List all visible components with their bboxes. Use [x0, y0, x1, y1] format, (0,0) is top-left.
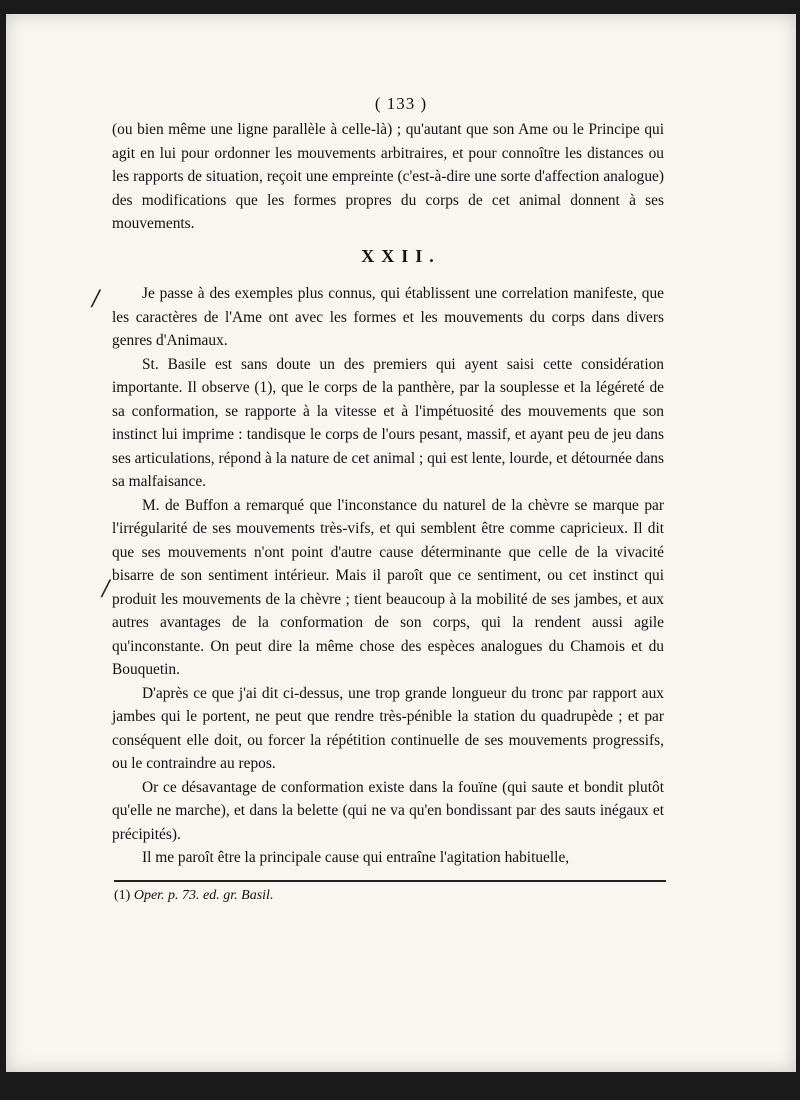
paragraph: Or ce désavantage de conformation existe dans la fouïne (qui saute et bondit plutôt qu'elle ne marche), et dans la belette (qui ne va qu'en bondissant par des sauts inégaux et précipités). [112, 778, 664, 843]
footnote [114, 888, 273, 904]
margin-mark: / [92, 284, 100, 313]
paragraph: D'après ce que j'ai dit ci-dessus, une trop grande longueur du tronc par rapport aux jambes qui le portent, ne peut que rendre très-pénible la station du quadrupède ; et par conséquent elle doit, ou forcer la répétition continuelle de ses mouvements progressifs, ou le contraindre au repos. [112, 684, 664, 772]
paragraph: Je passe à des exemples plus connus, qui établissent une correlation manifeste, que les caractères de l'Ame ont avec les formes et les mouvements du corps dans divers genres d'Animaux. [112, 285, 664, 349]
document-page [6, 14, 796, 1072]
paragraph: M. de Buffon a remarqué que l'inconstance du naturel de la chèvre se marque par l'irrégularité de ses mouvements très-vifs, et qui semblent être comme capricieux. Il dit que ses mouvements n'ont point d'autre cause déterminante que celle de la vivacité bisarre de son sentiment intérieur. Mais il paroît que ce sentiment, ou cet instinct qui produit les mouvements de la chèvre ; tient beaucoup à la mobilité de ses jambes, et aux autres avantages de la conformation de son corps, qui la rendent aussi agile qu'inconstante. On peut dire la même chose des espèces analogues du Chamois et du Bouquetin. [112, 496, 664, 678]
margin-mark: / [102, 574, 110, 603]
footnote-number: (1) [114, 888, 131, 903]
footnote-rule [114, 880, 666, 882]
paragraph-text: (ou bien même une ligne parallèle à celle-là) ; qu'autant que son Ame ou le Principe qui agit en lui pour ordonner les mouvements arbitraires, et pour connoître les distances ou les rapports de situation, reçoit une empreinte (c'est-à-dire une sorte d'affection analogue) des modifications que les formes propres du corps de cet animal donnent à ses mouvements. [112, 121, 664, 232]
footnote-text: Oper. p. 73. ed. gr. Basil. [133, 888, 274, 903]
paragraph: St. Basile est sans doute un des premiers qui ayent saisi cette considération importante. Il observe (1), que le corps de la panthère, par la souplesse et la légéreté de sa conformation, se rapporte à la vitesse et à l'impétuosité des mouvements que son instinct lui imprime : tandisque le corps de l'ours pesant, massif, et ayant peu de jeu dans ses articulations, répond à la nature de cet animal ; qui est lente, lourde, et détournée dans sa malfaisance. [112, 355, 664, 490]
section-heading: XXII. [361, 246, 441, 266]
body-text [112, 282, 664, 870]
paragraph: Il me paroît être la principale cause qui entraîne l'agitation habituelle, [142, 849, 570, 866]
top-paragraph [112, 118, 664, 236]
page-number: ( 133 ) [374, 94, 428, 113]
